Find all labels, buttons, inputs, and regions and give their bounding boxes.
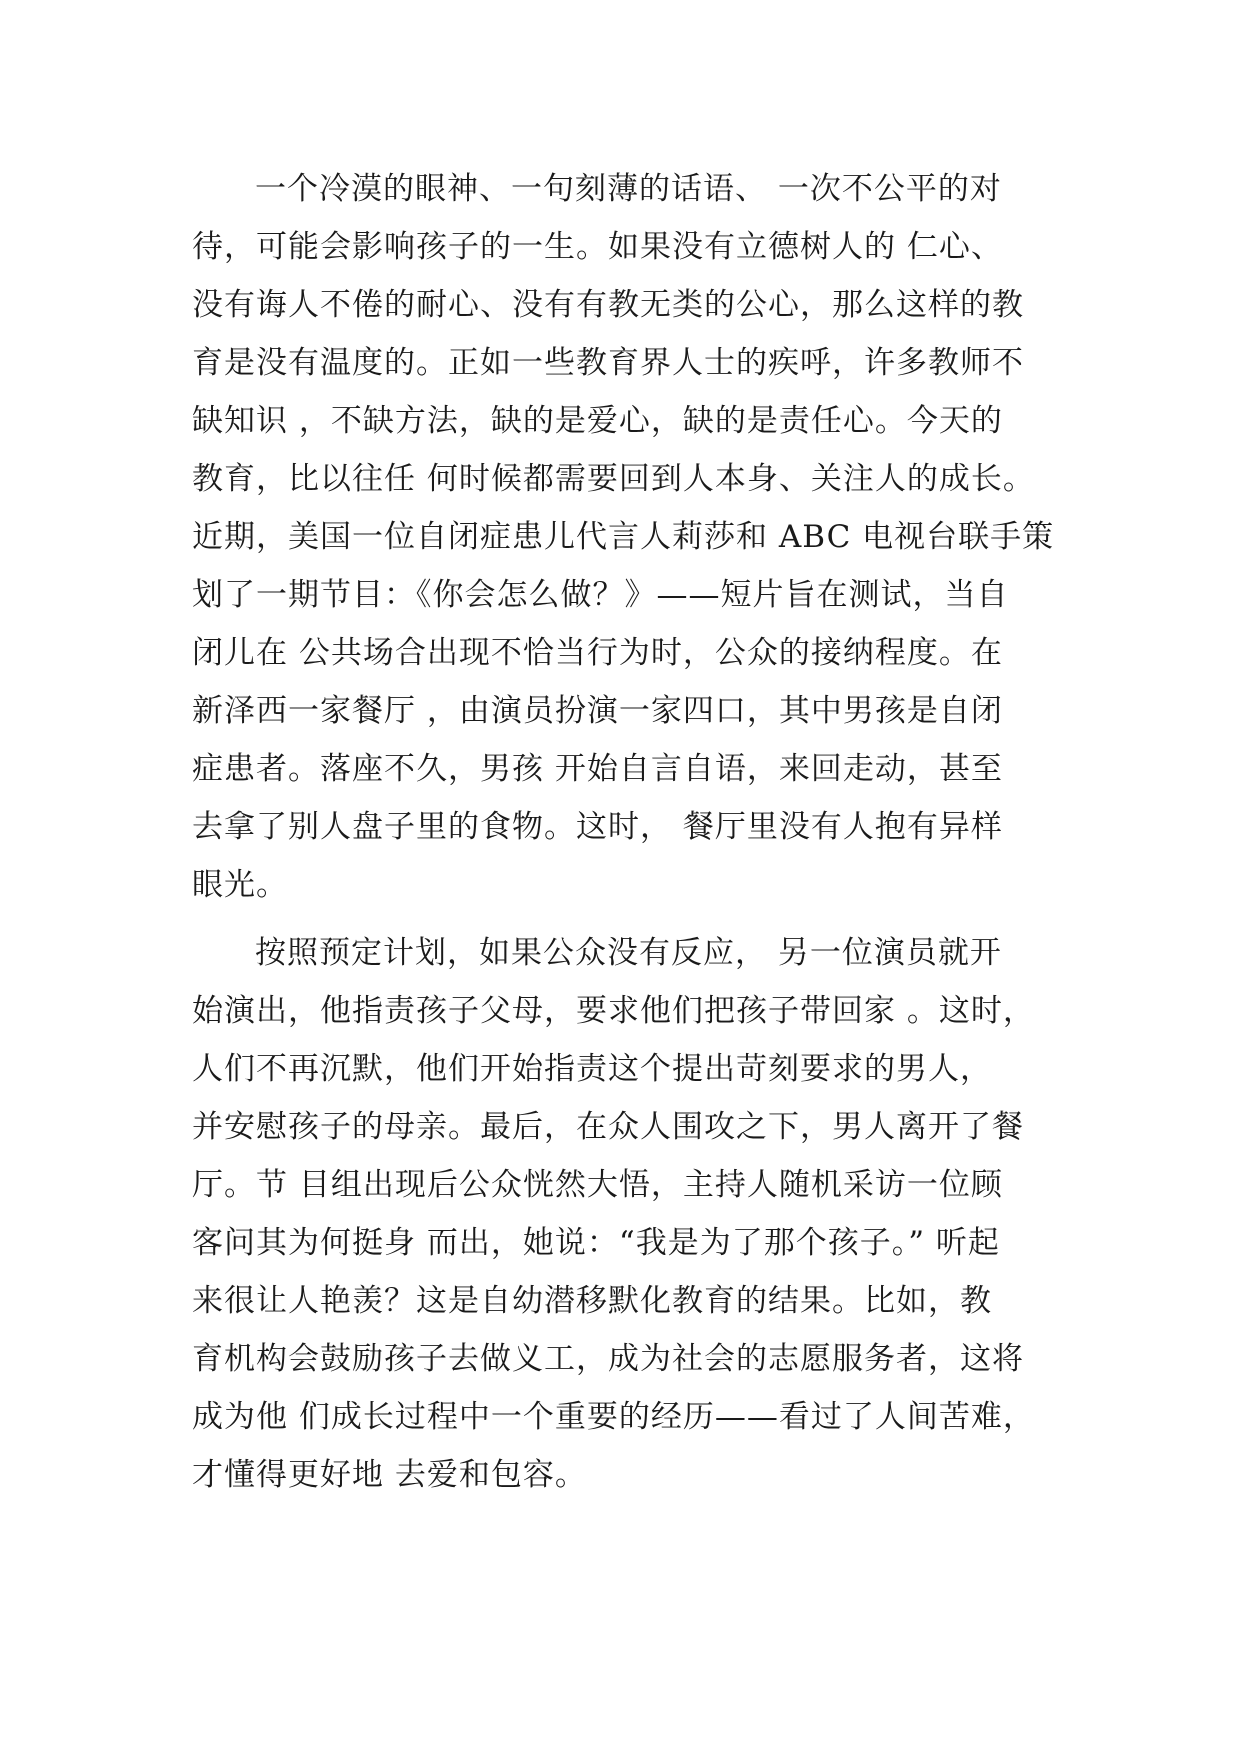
paragraph-2-line-4: 并安慰孩子的母亲。最后，在众人围攻之下，男人离开了餐 [192, 1109, 1024, 1145]
paragraph-1-line-4: 育是没有温度的。正如一些教育界人士的疾呼，许多教师不 [192, 345, 1024, 381]
paragraph-1-line-11: 症患者。落座不久，男孩 开始自言自语，来回走动，甚至 [192, 751, 1003, 787]
paragraph-1-line-12: 去拿了别人盘子里的食物。这时， 餐厅里没有人抱有异样 [192, 809, 1003, 845]
paragraph-2-line-5: 厅。节 目组出现后公众恍然大悟，主持人随机采访一位顾 [192, 1167, 1003, 1203]
paragraph-1-line-9: 闭儿在 公共场合出现不恰当行为时，公众的接纳程度。在 [192, 635, 1003, 671]
paragraph-1-line-2: 待，可能会影响孩子的一生。如果没有立德树人的 仁心、 [192, 229, 1003, 265]
paragraph-1-line-1: 一个冷漠的眼神、一句刻薄的话语、 一次不公平的对 [255, 171, 1002, 207]
paragraph-2-line-7: 来很让人艳羡？这是自幼潜移默化教育的结果。比如，教 [192, 1283, 992, 1319]
paragraph-1-line-3: 没有诲人不倦的耐心、没有有教无类的公心，那么这样的教 [192, 287, 1024, 323]
paragraph-1-line-10: 新泽西一家餐厅 ，由演员扮演一家四口，其中男孩是自闭 [192, 693, 1003, 729]
paragraph-2-line-2: 始演出，他指责孩子父母，要求他们把孩子带回家 。这时， [192, 993, 1035, 1029]
paragraph-2-line-6: 客问其为何挺身 而出，她说：“我是为了那个孩子。” 听起 [192, 1225, 1000, 1261]
paragraph-2-line-1: 按照预定计划，如果公众没有反应， 另一位演员就开 [255, 935, 1002, 971]
paragraph-2-line-8: 育机构会鼓励孩子去做义工，成为社会的志愿服务者，这将 [192, 1341, 1024, 1377]
paragraph-1-line-7: 近期，美国一位自闭症患儿代言人莉莎和 ABC 电视台联手策 [192, 519, 1055, 555]
paragraph-1-line-6: 教育，比以往任 何时候都需要回到人本身、关注人的成长。 [192, 461, 1035, 497]
paragraph-spacer [192, 914, 1072, 924]
paragraph-2-line-3: 人们不再沉默，他们开始指责这个提出苛刻要求的男人， [192, 1051, 992, 1087]
paragraph-1-line-5: 缺知识 ，不缺方法，缺的是爱心，缺的是责任心。今天的 [192, 403, 1003, 439]
paragraph-1-line-8: 划了一期节目：《你会怎么做？》——短片旨在测试，当自 [192, 577, 1009, 613]
paragraph-2-line-9: 成为他 们成长过程中一个重要的经历——看过了人间苦难， [192, 1399, 1035, 1435]
paragraph-1-line-13: 眼光。 [192, 867, 288, 903]
paragraph-2-line-10: 才懂得更好地 去爱和包容。 [192, 1457, 587, 1493]
body-text [192, 160, 1072, 1504]
